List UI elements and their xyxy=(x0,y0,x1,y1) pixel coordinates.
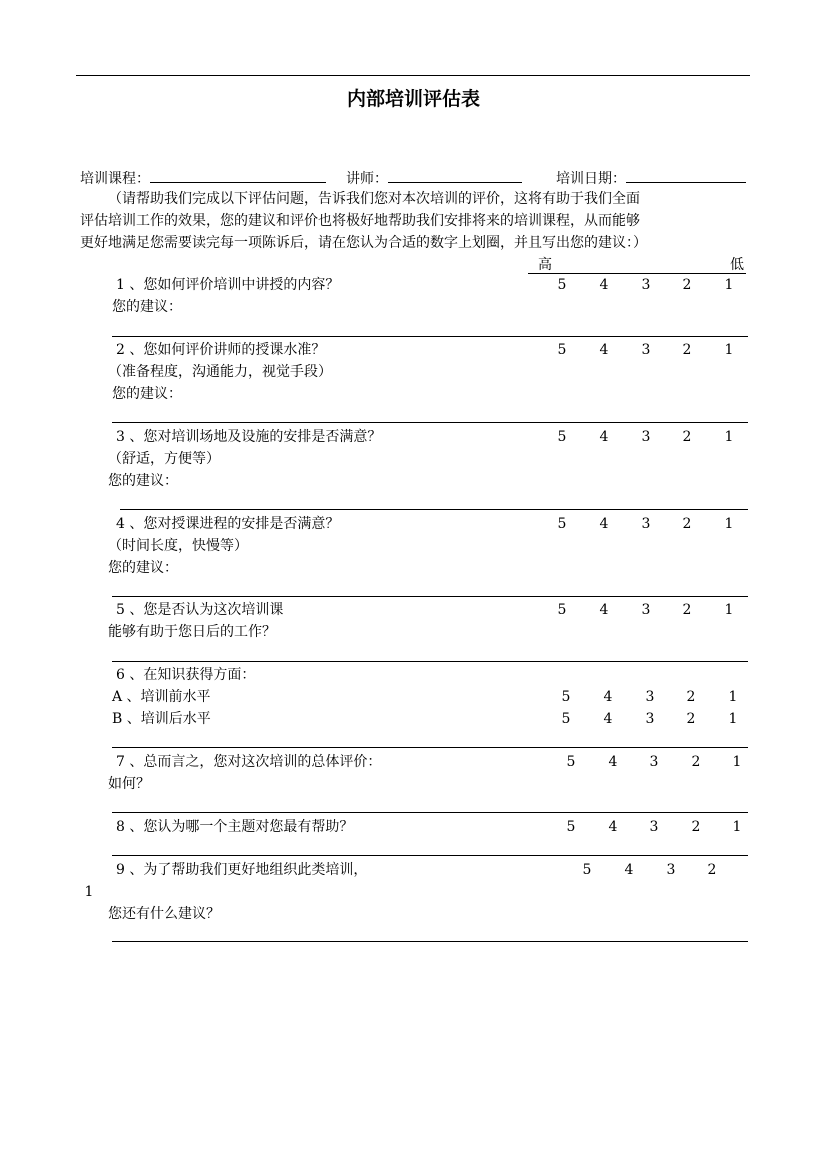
q3-rating-2[interactable]: 2 xyxy=(682,429,692,445)
q7-rating-3[interactable]: 3 xyxy=(649,754,659,770)
q8-rating-5[interactable]: 5 xyxy=(566,819,576,835)
q6a-rating-2[interactable]: 2 xyxy=(686,689,696,705)
question-4-sub: （时间长度，快慢等） xyxy=(108,538,248,554)
q1-rating-3[interactable]: 3 xyxy=(641,277,651,293)
question-8: 8 、您认为哪一个主题对您最有帮助？ xyxy=(116,819,354,835)
q2-answer-line[interactable] xyxy=(112,422,748,423)
q4-answer-line[interactable] xyxy=(112,596,748,597)
q1-answer-line[interactable] xyxy=(112,336,748,337)
intro-line-3: 更好地满足您需要读完每一项陈诉后，请在您认为合适的数字上划圈，并且写出您的建议：） xyxy=(80,235,647,251)
question-5-sub: 能够有助于您日后的工作？ xyxy=(108,624,276,640)
q6a-rating-4[interactable]: 4 xyxy=(603,689,613,705)
q3-rating-5[interactable]: 5 xyxy=(557,429,567,445)
q6a-rating-1[interactable]: 1 xyxy=(728,689,738,705)
q3-answer-line[interactable] xyxy=(120,509,748,510)
q5-rating-3[interactable]: 3 xyxy=(641,602,651,618)
question-5: 5 、您是否认为这次培训课 xyxy=(116,602,284,618)
top-rule xyxy=(76,75,750,76)
q7-rating-5[interactable]: 5 xyxy=(566,754,576,770)
q6b-rating-3[interactable]: 3 xyxy=(645,711,655,727)
scale-underline xyxy=(528,273,746,274)
date-blank[interactable] xyxy=(626,168,746,183)
q4-rating-5[interactable]: 5 xyxy=(557,516,567,532)
q5-rating-1[interactable]: 1 xyxy=(724,602,734,618)
q8-rating-3[interactable]: 3 xyxy=(649,819,659,835)
q9-rating-5[interactable]: 5 xyxy=(582,862,592,878)
teacher-field xyxy=(346,168,522,188)
q7-rating-4[interactable]: 4 xyxy=(608,754,618,770)
q6b-rating-5[interactable]: 5 xyxy=(561,711,571,727)
scale-low: 低 xyxy=(730,257,744,273)
q9-rating-2[interactable]: 2 xyxy=(707,862,717,878)
q5-answer-line[interactable] xyxy=(112,661,748,662)
q5-rating-5[interactable]: 5 xyxy=(557,602,567,618)
question-7-sub: 如何？ xyxy=(108,776,150,792)
question-4: 4 、您对授课进程的安排是否满意？ xyxy=(116,516,340,532)
q4-rating-1[interactable]: 1 xyxy=(724,516,734,532)
q8-rating-1[interactable]: 1 xyxy=(732,819,742,835)
question-6-sub-a: A 、培训前水平 xyxy=(112,689,211,705)
q6a-rating-5[interactable]: 5 xyxy=(561,689,571,705)
q2-rating-5[interactable]: 5 xyxy=(557,342,567,358)
q8-rating-4[interactable]: 4 xyxy=(608,819,618,835)
question-3-sub: （舒适，方便等） xyxy=(108,451,220,467)
date-label: 培训日期： xyxy=(556,171,626,187)
q6a-rating-3[interactable]: 3 xyxy=(645,689,655,705)
q2-rating-3[interactable]: 3 xyxy=(641,342,651,358)
intro-line-1: （请帮助我们完成以下评估问题，告诉我们您对本次培训的评价，这将有助于我们全面 xyxy=(108,191,640,207)
q1-rating-2[interactable]: 2 xyxy=(682,277,692,293)
q7-rating-1[interactable]: 1 xyxy=(732,754,742,770)
question-6: 6 、在知识获得方面： xyxy=(116,667,256,683)
q2-rating-1[interactable]: 1 xyxy=(724,342,734,358)
q1-rating-1[interactable]: 1 xyxy=(724,277,734,293)
q1-rating-5[interactable]: 5 xyxy=(557,277,567,293)
q7-rating-2[interactable]: 2 xyxy=(691,754,701,770)
q5-rating-4[interactable]: 4 xyxy=(599,602,609,618)
q8-rating-2[interactable]: 2 xyxy=(691,819,701,835)
question-7: 7 、总而言之，您对这次培训的总体评价： xyxy=(116,754,382,770)
q5-rating-2[interactable]: 2 xyxy=(682,602,692,618)
scale-high: 高 xyxy=(538,257,552,273)
question-9: 9 、为了帮助我们更好地组织此类培训， xyxy=(116,862,368,878)
q9-answer-line[interactable] xyxy=(112,941,748,942)
q6b-rating-1[interactable]: 1 xyxy=(728,711,738,727)
q8-answer-line[interactable] xyxy=(112,855,748,856)
question-3-suggest: 您的建议： xyxy=(108,473,178,489)
q9-rating-1[interactable]: 1 xyxy=(84,884,94,900)
course-field xyxy=(80,168,326,188)
question-4-suggest: 您的建议： xyxy=(108,560,178,576)
q4-rating-2[interactable]: 2 xyxy=(682,516,692,532)
question-2-sub: （准备程度，沟通能力，视觉手段） xyxy=(108,364,332,380)
q7-answer-line[interactable] xyxy=(112,812,748,813)
question-3: 3 、您对培训场地及设施的安排是否满意？ xyxy=(116,429,382,445)
q3-rating-1[interactable]: 1 xyxy=(724,429,734,445)
q1-rating-4[interactable]: 4 xyxy=(599,277,609,293)
teacher-label: 讲师： xyxy=(346,171,388,187)
q3-rating-4[interactable]: 4 xyxy=(599,429,609,445)
q6b-rating-2[interactable]: 2 xyxy=(686,711,696,727)
teacher-blank[interactable] xyxy=(388,168,522,183)
q4-rating-4[interactable]: 4 xyxy=(599,516,609,532)
q6-answer-line[interactable] xyxy=(112,747,748,748)
date-field xyxy=(556,168,746,188)
q3-rating-3[interactable]: 3 xyxy=(641,429,651,445)
question-2-suggest: 您的建议： xyxy=(112,386,182,402)
q9-rating-3[interactable]: 3 xyxy=(666,862,676,878)
question-2: 2 、您如何评价讲师的授课水准？ xyxy=(116,342,326,358)
q2-rating-4[interactable]: 4 xyxy=(599,342,609,358)
question-9-sub: 您还有什么建议？ xyxy=(108,906,220,922)
q2-rating-2[interactable]: 2 xyxy=(682,342,692,358)
question-1: 1 、您如何评价培训中讲授的内容？ xyxy=(116,277,340,293)
q9-rating-4[interactable]: 4 xyxy=(624,862,634,878)
intro-line-2: 评估培训工作的效果，您的建议和评价也将极好地帮助我们安排将来的培训课程，从而能够 xyxy=(80,213,640,229)
question-1-suggest: 您的建议： xyxy=(112,299,182,315)
q4-rating-3[interactable]: 3 xyxy=(641,516,651,532)
q6b-rating-4[interactable]: 4 xyxy=(603,711,613,727)
course-label: 培训课程： xyxy=(80,171,150,187)
page-title: 内部培训评估表 xyxy=(346,88,480,110)
course-blank[interactable] xyxy=(150,168,326,183)
question-6-sub-b: B 、培训后水平 xyxy=(112,711,211,727)
